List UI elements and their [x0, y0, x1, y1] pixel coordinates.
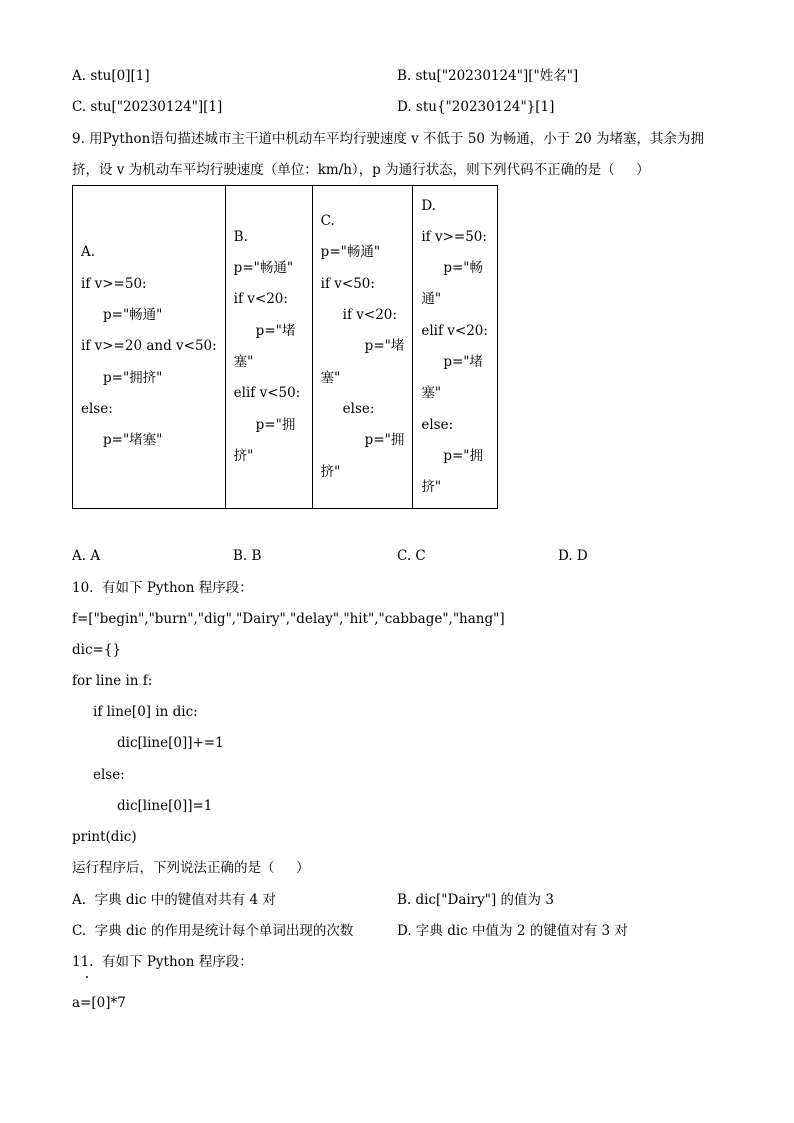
code-line: elif v<20:: [421, 322, 488, 339]
code-line: A.: [81, 244, 96, 261]
q10-option-a: A. 字典 dic 中的键值对共有 4 对: [72, 892, 276, 908]
q10-code-line: else:: [93, 767, 125, 783]
q9-cell-d: [413, 186, 498, 509]
code-line: p="堵: [364, 338, 405, 355]
code-line: C.: [320, 213, 335, 230]
code-line: 挤": [320, 463, 341, 480]
q10-option-b: B. dic["Dairy"] 的值为 3: [397, 892, 554, 908]
code-line: if v>=50:: [81, 275, 147, 292]
q9-option-b: B. B: [233, 548, 262, 564]
code-line: p="畅通": [233, 260, 294, 277]
q9-options-table: [72, 185, 498, 509]
q8-option-a: A. stu[0][1]: [72, 68, 150, 84]
code-line: p="畅通": [320, 244, 381, 261]
q10-option-c: C. 字典 dic 的作用是统计每个单词出现的次数: [72, 923, 354, 939]
code-line: 挤": [233, 447, 254, 464]
code-line: elif v<50:: [233, 385, 301, 402]
q8-option-b: B. stu["20230124"]["姓名"]: [397, 68, 579, 84]
q11-stem: 11. 有如下 Python 程序段：: [72, 954, 253, 970]
q9-cell-b: [225, 186, 312, 509]
q10-code-line: print(dic): [72, 829, 137, 845]
q8-option-d: D. stu{"20230124"}[1]: [397, 99, 555, 115]
code-line: 挤": [421, 479, 442, 496]
q9-cell-a: [73, 186, 226, 509]
q9-stem-line1: 9. 用Python语句描述城市主干道中机动车平均行驶速度 v 不低于 50 为畅通，小于 20 为堵塞，其余为拥: [72, 131, 705, 147]
q10-option-d: D. 字典 dic 中值为 2 的键值对有 3 对: [397, 923, 628, 939]
q10-code-line: dic={}: [72, 642, 122, 658]
code-line: if v>=50:: [421, 228, 487, 245]
q10-code-line: f=["begin","burn","dig","Dairy","delay","hit","cabbage","hang"]: [72, 611, 505, 627]
code-line: if v>=20 and v<50:: [81, 338, 217, 355]
code-line: p="堵: [443, 354, 484, 370]
q9-stem-line2: 挤，设 v 为机动车平均行驶速度（单位：km/h），p 为通行状态，则下列代码不正确的是（ ）: [72, 162, 650, 178]
q9-option-c: C. C: [397, 548, 426, 564]
q8-option-c: C. stu["20230124"][1]: [72, 99, 223, 115]
code-line: if v<50:: [320, 275, 375, 292]
code-line: p="堵: [255, 322, 296, 339]
q9-option-d: D. D: [558, 548, 588, 564]
code-line: 塞": [320, 369, 341, 386]
code-line: else:: [81, 400, 113, 417]
q10-question: 运行程序后，下列说法正确的是（ ）: [72, 860, 310, 876]
code-line: B.: [233, 228, 248, 245]
code-line: p="畅通": [103, 307, 163, 324]
code-line: else:: [342, 400, 375, 417]
code-line: 通": [421, 291, 442, 308]
code-line: 塞": [421, 385, 442, 402]
code-line: p="畅: [443, 260, 484, 277]
scan-mark: [86, 976, 88, 978]
q9-cell-c: [312, 186, 413, 509]
code-line: if v<20:: [342, 307, 397, 324]
code-line: p="堵塞": [103, 432, 163, 449]
code-line: if v<20:: [233, 291, 288, 308]
code-line: 塞": [233, 354, 254, 370]
q10-stem: 10. 有如下 Python 程序段：: [72, 580, 253, 596]
q9-option-a: A. A: [72, 548, 101, 564]
code-line: p="拥: [443, 447, 484, 464]
code-line: p="拥: [364, 432, 405, 449]
code-line: p="拥: [255, 416, 296, 433]
code-line: else:: [421, 416, 454, 433]
code-line: D.: [421, 197, 436, 214]
code-line: p="拥挤": [103, 369, 163, 386]
q10-code-line: dic[line[0]]=1: [117, 798, 213, 814]
q11-code-line: a=[0]*7: [72, 995, 126, 1011]
q10-code-line: for line in f:: [72, 673, 153, 689]
q10-code-line: dic[line[0]]+=1: [117, 735, 224, 751]
q10-code-line: if line[0] in dic:: [93, 704, 198, 720]
